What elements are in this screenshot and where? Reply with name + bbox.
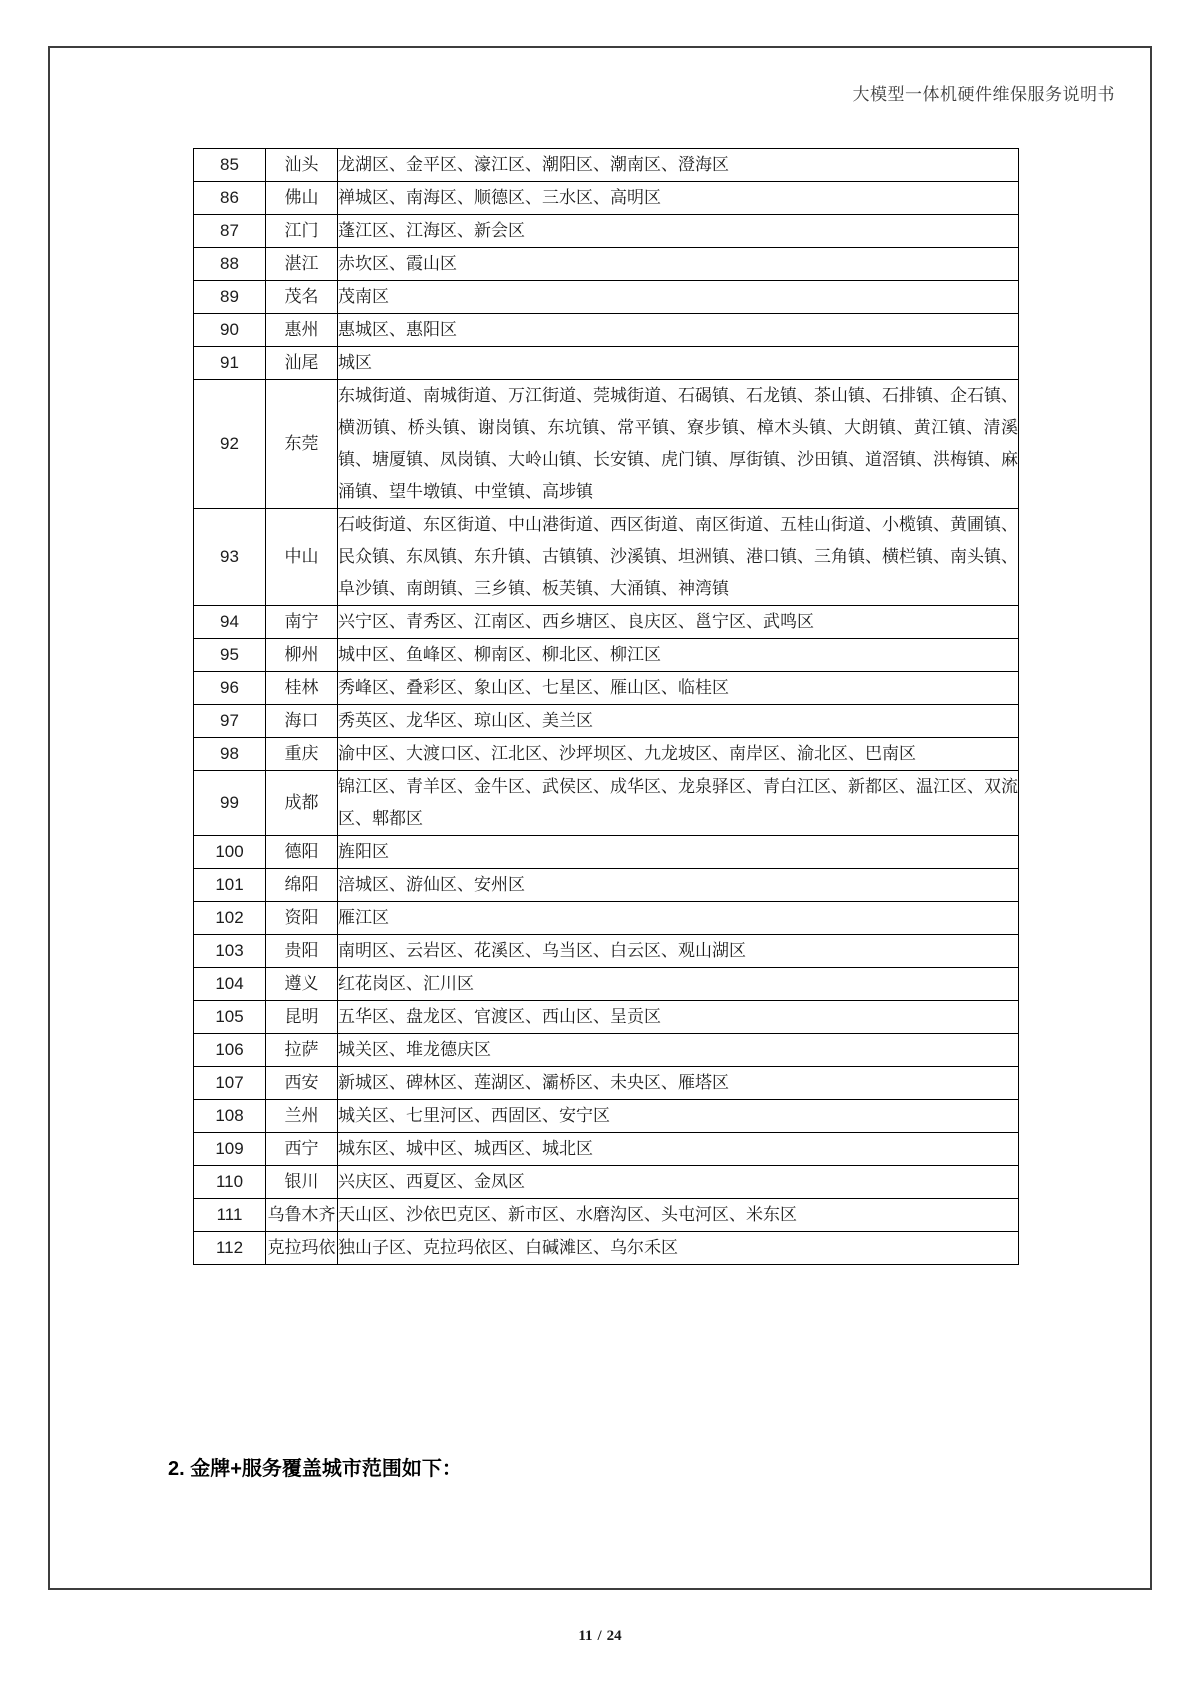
city-cell: 拉萨	[266, 1034, 338, 1067]
row-number-cell: 94	[194, 606, 266, 639]
row-number-cell: 102	[194, 902, 266, 935]
districts-cell: 城中区、鱼峰区、柳南区、柳北区、柳江区	[338, 639, 1019, 672]
districts-cell: 城东区、城中区、城西区、城北区	[338, 1133, 1019, 1166]
coverage-table-wrap	[193, 148, 1018, 1265]
table-row	[194, 672, 1019, 705]
districts-cell: 蓬江区、江海区、新会区	[338, 215, 1019, 248]
row-number-cell: 101	[194, 869, 266, 902]
districts-cell: 独山子区、克拉玛依区、白碱滩区、乌尔禾区	[338, 1232, 1019, 1265]
table-row	[194, 509, 1019, 606]
table-row	[194, 347, 1019, 380]
districts-cell: 雁江区	[338, 902, 1019, 935]
districts-cell: 秀英区、龙华区、琼山区、美兰区	[338, 705, 1019, 738]
row-number-cell: 85	[194, 149, 266, 182]
districts-cell: 锦江区、青羊区、金牛区、武侯区、成华区、龙泉驿区、青白江区、新都区、温江区、双流区、郫都区	[338, 771, 1019, 836]
city-cell: 昆明	[266, 1001, 338, 1034]
city-cell: 茂名	[266, 281, 338, 314]
table-row	[194, 1001, 1019, 1034]
row-number-cell: 95	[194, 639, 266, 672]
table-row	[194, 968, 1019, 1001]
city-cell: 重庆	[266, 738, 338, 771]
row-number-cell: 91	[194, 347, 266, 380]
table-row	[194, 149, 1019, 182]
table-row	[194, 869, 1019, 902]
row-number-cell: 110	[194, 1166, 266, 1199]
table-row	[194, 771, 1019, 836]
city-cell: 东莞	[266, 380, 338, 509]
table-row	[194, 836, 1019, 869]
districts-cell: 禅城区、南海区、顺德区、三水区、高明区	[338, 182, 1019, 215]
districts-cell: 兴庆区、西夏区、金凤区	[338, 1166, 1019, 1199]
row-number-cell: 89	[194, 281, 266, 314]
table-row	[194, 705, 1019, 738]
table-row	[194, 1100, 1019, 1133]
table-row	[194, 1034, 1019, 1067]
row-number-cell: 98	[194, 738, 266, 771]
table-row	[194, 606, 1019, 639]
document-header-title: 大模型一体机硬件维保服务说明书	[852, 85, 1115, 104]
table-row	[194, 738, 1019, 771]
city-cell: 兰州	[266, 1100, 338, 1133]
city-cell: 柳州	[266, 639, 338, 672]
districts-cell: 南明区、云岩区、花溪区、乌当区、白云区、观山湖区	[338, 935, 1019, 968]
row-number-cell: 92	[194, 380, 266, 509]
table-row	[194, 1199, 1019, 1232]
districts-cell: 石岐街道、东区街道、中山港街道、西区街道、南区街道、五桂山街道、小榄镇、黄圃镇、民众镇、东凤镇、东升镇、古镇镇、沙溪镇、坦洲镇、港口镇、三角镇、横栏镇、南头镇、阜沙镇、南朗镇、三乡镇、板芙镇、大涌镇、神湾镇	[338, 509, 1019, 606]
row-number-cell: 88	[194, 248, 266, 281]
districts-cell: 龙湖区、金平区、濠江区、潮阳区、潮南区、澄海区	[338, 149, 1019, 182]
districts-cell: 渝中区、大渡口区、江北区、沙坪坝区、九龙坡区、南岸区、渝北区、巴南区	[338, 738, 1019, 771]
table-row	[194, 281, 1019, 314]
city-cell: 南宁	[266, 606, 338, 639]
districts-cell: 旌阳区	[338, 836, 1019, 869]
districts-cell: 茂南区	[338, 281, 1019, 314]
table-row	[194, 182, 1019, 215]
table-row	[194, 935, 1019, 968]
section-heading: 2. 金牌+服务覆盖城市范围如下：	[168, 1458, 462, 1480]
table-row	[194, 314, 1019, 347]
row-number-cell: 107	[194, 1067, 266, 1100]
districts-cell: 惠城区、惠阳区	[338, 314, 1019, 347]
city-cell: 汕头	[266, 149, 338, 182]
row-number-cell: 108	[194, 1100, 266, 1133]
city-cell: 遵义	[266, 968, 338, 1001]
city-cell: 汕尾	[266, 347, 338, 380]
row-number-cell: 90	[194, 314, 266, 347]
footer-page-total: 24	[606, 1628, 622, 1644]
table-row	[194, 248, 1019, 281]
city-cell: 西宁	[266, 1133, 338, 1166]
city-cell: 西安	[266, 1067, 338, 1100]
row-number-cell: 86	[194, 182, 266, 215]
districts-cell: 五华区、盘龙区、官渡区、西山区、呈贡区	[338, 1001, 1019, 1034]
table-row	[194, 1232, 1019, 1265]
city-cell: 德阳	[266, 836, 338, 869]
districts-cell: 兴宁区、青秀区、江南区、西乡塘区、良庆区、邕宁区、武鸣区	[338, 606, 1019, 639]
city-cell: 绵阳	[266, 869, 338, 902]
districts-cell: 东城街道、南城街道、万江街道、莞城街道、石碣镇、石龙镇、茶山镇、石排镇、企石镇、横沥镇、桥头镇、谢岗镇、东坑镇、常平镇、寮步镇、樟木头镇、大朗镇、黄江镇、清溪镇、塘厦镇、凤岗镇、大岭山镇、长安镇、虎门镇、厚街镇、沙田镇、道滘镇、洪梅镇、麻涌镇、望牛墩镇、中堂镇、高埗镇	[338, 380, 1019, 509]
row-number-cell: 105	[194, 1001, 266, 1034]
city-cell: 惠州	[266, 314, 338, 347]
table-row	[194, 215, 1019, 248]
city-cell: 贵阳	[266, 935, 338, 968]
districts-cell: 秀峰区、叠彩区、象山区、七星区、雁山区、临桂区	[338, 672, 1019, 705]
footer-page-indicator	[0, 1628, 1200, 1645]
districts-cell: 天山区、沙依巴克区、新市区、水磨沟区、头屯河区、米东区	[338, 1199, 1019, 1232]
row-number-cell: 103	[194, 935, 266, 968]
city-cell: 克拉玛依	[266, 1232, 338, 1265]
footer-page-separator: /	[597, 1628, 602, 1644]
city-cell: 银川	[266, 1166, 338, 1199]
table-row	[194, 902, 1019, 935]
city-cell: 海口	[266, 705, 338, 738]
row-number-cell: 111	[194, 1199, 266, 1232]
table-row	[194, 1067, 1019, 1100]
city-cell: 乌鲁木齐	[266, 1199, 338, 1232]
city-cell: 中山	[266, 509, 338, 606]
table-row	[194, 380, 1019, 509]
row-number-cell: 100	[194, 836, 266, 869]
row-number-cell: 99	[194, 771, 266, 836]
row-number-cell: 97	[194, 705, 266, 738]
districts-cell: 涪城区、游仙区、安州区	[338, 869, 1019, 902]
coverage-table	[193, 148, 1019, 1265]
table-row	[194, 639, 1019, 672]
row-number-cell: 87	[194, 215, 266, 248]
row-number-cell: 104	[194, 968, 266, 1001]
districts-cell: 城关区、七里河区、西固区、安宁区	[338, 1100, 1019, 1133]
city-cell: 桂林	[266, 672, 338, 705]
row-number-cell: 106	[194, 1034, 266, 1067]
districts-cell: 城区	[338, 347, 1019, 380]
coverage-table-body	[194, 149, 1019, 1265]
districts-cell: 新城区、碑林区、莲湖区、灞桥区、未央区、雁塔区	[338, 1067, 1019, 1100]
city-cell: 江门	[266, 215, 338, 248]
city-cell: 湛江	[266, 248, 338, 281]
table-row	[194, 1133, 1019, 1166]
table-row	[194, 1166, 1019, 1199]
row-number-cell: 109	[194, 1133, 266, 1166]
city-cell: 成都	[266, 771, 338, 836]
row-number-cell: 112	[194, 1232, 266, 1265]
districts-cell: 赤坎区、霞山区	[338, 248, 1019, 281]
city-cell: 佛山	[266, 182, 338, 215]
districts-cell: 城关区、堆龙德庆区	[338, 1034, 1019, 1067]
footer-page-number: 11	[578, 1628, 593, 1644]
districts-cell: 红花岗区、汇川区	[338, 968, 1019, 1001]
city-cell: 资阳	[266, 902, 338, 935]
row-number-cell: 93	[194, 509, 266, 606]
row-number-cell: 96	[194, 672, 266, 705]
